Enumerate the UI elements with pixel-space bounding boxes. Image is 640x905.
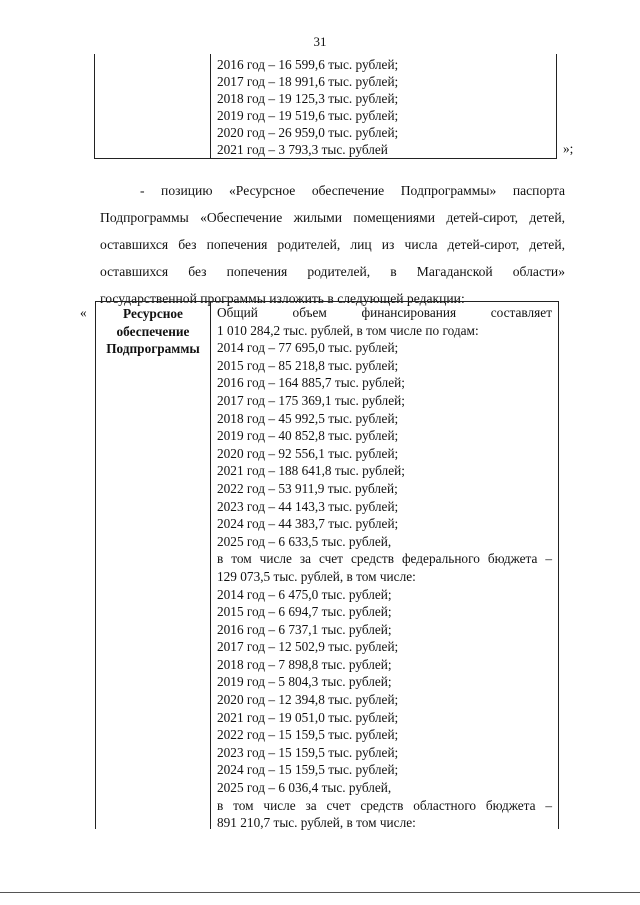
- page-number: 31: [313, 34, 327, 49]
- heading-line: Подпрограммы: [106, 341, 200, 356]
- year-line: 2018 год – 19 125,3 тыс. рублей;: [217, 91, 399, 106]
- paragraph-line: - позицию «Ресурсное обеспечение Подпрограммы» паспорта: [140, 183, 565, 198]
- total-intro-line: Общий объем финансирования составляет: [217, 305, 552, 320]
- opening-quote: «: [80, 305, 87, 320]
- column-divider: [210, 302, 211, 829]
- year-line: 2017 год – 18 991,6 тыс. рублей;: [217, 74, 399, 89]
- column-divider: [210, 54, 211, 158]
- paragraph-line: Подпрограммы «Обеспечение жилыми помещениями детей-сирот, детей,: [100, 210, 565, 225]
- federal-year-line: 2016 год – 6 737,1 тыс. рублей;: [217, 621, 392, 637]
- total-year-line: 2022 год – 53 911,9 тыс. рублей;: [217, 480, 398, 496]
- year-line: 2016 год – 16 599,6 тыс. рублей;: [217, 57, 399, 72]
- regional-intro-line: 891 210,7 тыс. рублей, в том числе:: [217, 815, 416, 831]
- continued-year-list: [217, 56, 398, 158]
- total-year-line: 2018 год – 45 992,5 тыс. рублей;: [217, 410, 399, 426]
- total-year-line: 2023 год – 44 143,3 тыс. рублей;: [217, 498, 399, 514]
- paragraph-line: государственной программы изложить в следующей редакции:: [100, 291, 465, 306]
- federal-year-line: 2022 год – 15 159,5 тыс. рублей;: [217, 727, 399, 743]
- total-year-line: 2015 год – 85 218,8 тыс. рублей;: [217, 357, 399, 373]
- federal-year-line: 2019 год – 5 804,3 тыс. рублей;: [217, 674, 392, 690]
- federal-year-line: 2025 год – 6 036,4 тыс. рублей,: [217, 780, 392, 796]
- total-year-line: 2020 год – 92 556,1 тыс. рублей;: [217, 445, 399, 461]
- federal-year-line: 2018 год – 7 898,8 тыс. рублей;: [217, 656, 392, 672]
- total-year-line: 2017 год – 175 369,1 тыс. рублей;: [217, 392, 405, 408]
- total-year-line: 2014 год – 77 695,0 тыс. рублей;: [217, 340, 399, 356]
- closing-quote: »;: [563, 141, 574, 156]
- federal-year-line: 2024 год – 15 159,5 тыс. рублей;: [217, 762, 399, 778]
- footer-rule: [0, 892, 640, 893]
- year-line: 2019 год – 19 519,6 тыс. рублей;: [217, 108, 399, 123]
- total-year-line: 2019 год – 40 852,8 тыс. рублей;: [217, 428, 399, 444]
- total-year-line: 2025 год – 6 633,5 тыс. рублей,: [217, 533, 392, 549]
- regional-intro-line: в том числе за счет средств областного бюджета –: [217, 797, 552, 813]
- federal-year-line: 2020 год – 12 394,8 тыс. рублей;: [217, 692, 399, 708]
- resource-provision-table: [95, 301, 559, 829]
- total-year-line: 2021 год – 188 641,8 тыс. рублей;: [217, 463, 405, 479]
- instruction-paragraph: [100, 177, 565, 312]
- year-line: 2021 год – 3 793,3 тыс. рублей: [217, 142, 388, 157]
- federal-year-line: 2021 год – 19 051,0 тыс. рублей;: [217, 709, 399, 725]
- year-line: 2020 год – 26 959,0 тыс. рублей;: [217, 125, 399, 140]
- federal-intro-line: 129 073,5 тыс. рублей, в том числе:: [217, 568, 416, 584]
- heading-line: обеспечение: [116, 323, 190, 339]
- paragraph-line: оставшихся без попечения родителей, лиц из числа детей-сирот, детей,: [100, 237, 565, 252]
- total-intro-line: 1 010 284,2 тыс. рублей, в том числе по годам:: [217, 322, 479, 338]
- row-heading: [96, 305, 210, 358]
- continued-funding-table: [94, 54, 557, 159]
- heading-line: Ресурсное: [123, 306, 183, 321]
- federal-year-line: 2014 год – 6 475,0 тыс. рублей;: [217, 586, 392, 602]
- total-year-line: 2016 год – 164 885,7 тыс. рублей;: [217, 375, 405, 391]
- total-year-line: 2024 год – 44 383,7 тыс. рублей;: [217, 516, 399, 532]
- federal-year-line: 2017 год – 12 502,9 тыс. рублей;: [217, 639, 399, 655]
- federal-year-line: 2015 год – 6 694,7 тыс. рублей;: [217, 604, 392, 620]
- federal-intro-line: в том числе за счет средств федерального бюджета –: [217, 551, 552, 567]
- federal-year-line: 2023 год – 15 159,5 тыс. рублей;: [217, 744, 399, 760]
- funding-details: [217, 304, 552, 832]
- paragraph-line: оставшихся без попечения родителей, в Магаданской области»: [100, 264, 565, 279]
